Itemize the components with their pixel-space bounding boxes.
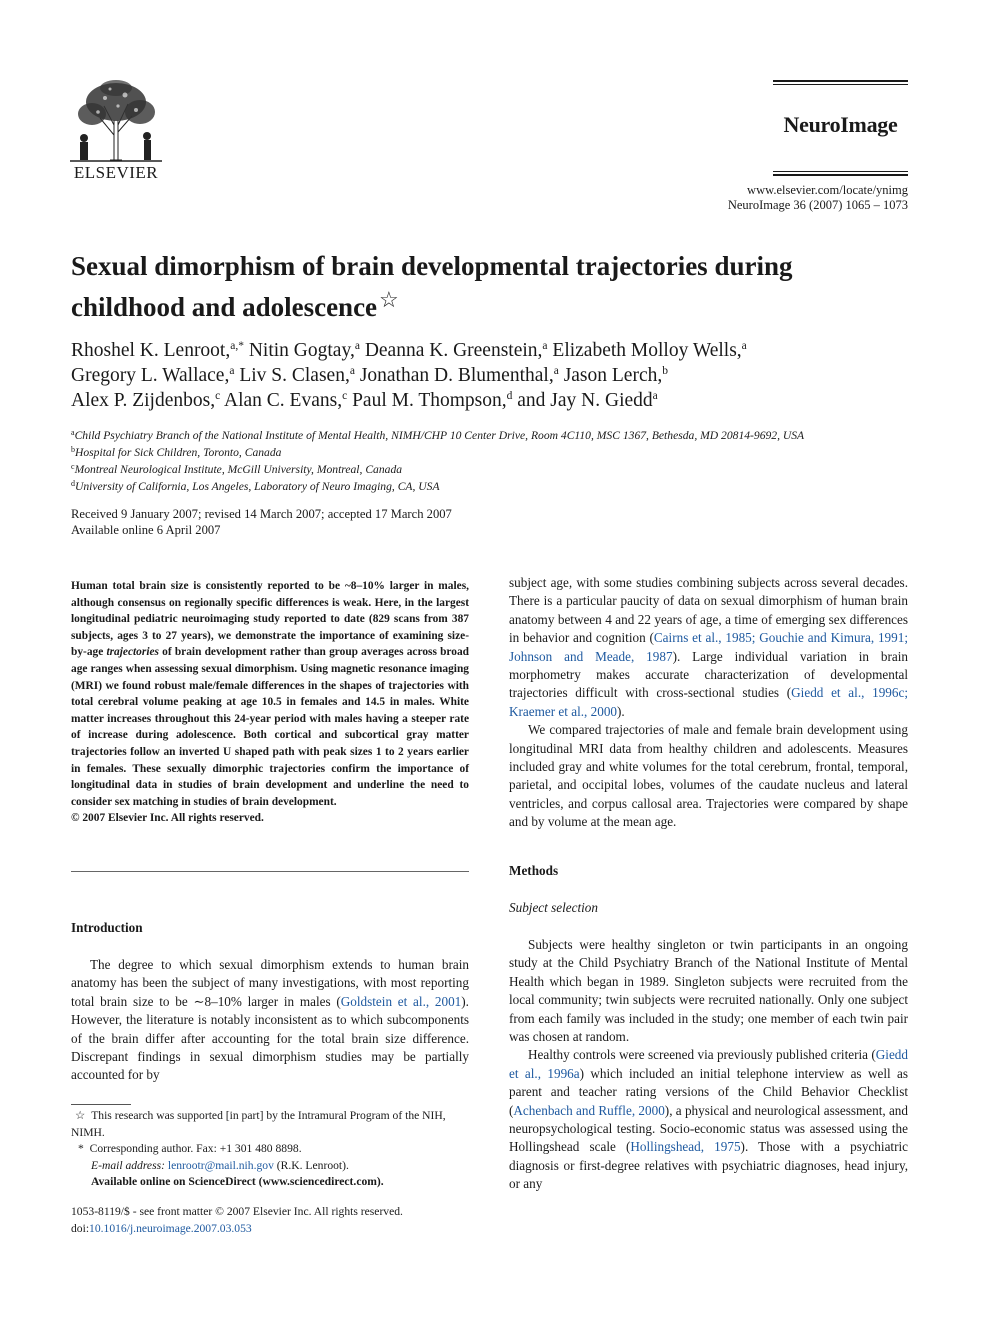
title-line-1: Sexual dimorphism of brain developmental trajectories during xyxy=(71,251,793,281)
citation-link[interactable]: Achenbach and Ruffle, 2000 xyxy=(513,1102,665,1118)
author: Liv S. Clasen,$^a$ xyxy=(239,365,355,386)
introduction-text: The degree to which sexual dimorphism extends to human brain anatomy has been the subject of many investigations, with most reporting total brain size to be ∼8–10% larger in males (Goldstein et al., 2001). However, the literature is notably inconsistent as to which subcomponents of the brain differ after accounting for the total brain size difference. Discrepant findings in sexual dimorphism studies may be partially accounted for by xyxy=(71,957,469,1083)
author: Nitin Gogtay,$^a$ xyxy=(248,340,360,361)
author: and Jay N. Giedd$^a$ xyxy=(517,390,658,411)
journal-rule-top-thick xyxy=(773,80,908,82)
journal-rule-bottom-thin xyxy=(773,171,908,172)
citation-link[interactable]: Cairns et al., 1985; Gouchie and Kimura, 1991; Johnson and Meade, 1987 xyxy=(509,630,909,664)
journal-locator xyxy=(728,183,908,213)
funding-footnote: ☆ This research was supported [in part] by the Intramural Program of the NIH, NIMH. xyxy=(71,1109,446,1139)
author: Jason Lerch,$^b$ xyxy=(563,365,668,386)
footnotes xyxy=(71,1108,469,1191)
abstract-copyright: © 2007 Elsevier Inc. All rights reserved. xyxy=(71,812,264,825)
author: Elizabeth Molloy Wells,$^a$ xyxy=(552,340,747,361)
doi-line: doi:10.1016/j.neuroimage.2007.03.053 xyxy=(71,1222,252,1235)
title-footnote-star-icon[interactable]: ☆ xyxy=(379,287,399,312)
issn-block xyxy=(71,1203,469,1237)
right-column-text: subject age, with some studies combining subjects across several decades. There is a particular paucity of data on sexual dimorphism of human brain anatomy between 4 and 22 years of age, a time of emerging sex differences in behavior and cognition (Cairns et al., 1985; Gouchie and Kimura, 1991; Johnson and Meade, 1987). Large individual variation in brain morphometry makes accurate characterization of developmental trajectories difficult with cross-sectional studies (Giedd et al., 1996c; Kraemer et al., 2000). We compared trajectories of male and female brain development using longitudinal MRI data from healthy children and adolescents. Measures included gray and white volumes for the total cerebrum, frontal, temporal, parietal, and occipital lobes, volumes of the caudate nucleus and lateral ventricles, and corpus callosal area. Trajectories were compared by shape and by volume at the mean age. xyxy=(509,575,909,830)
footnote-divider xyxy=(71,1104,131,1105)
citation-link[interactable]: Giedd et al., 1996a xyxy=(509,1047,908,1081)
subsection-heading-subject-selection: Subject selection xyxy=(509,900,598,915)
methods-text: Subjects were healthy singleton or twin participants in an ongoing study at the Child Psychiatry Branch of the National Institute of Mental Health which began in 1989. Singleton subjects were recruited from the local community; twin subjects were recruited nationally. Only one subject from each family was included in the study; one member of each twin pair was chosen at random. Healthy controls were screened via previously published criteria (Giedd et al., 1996a) which included an initial telephone interview as well as parent and teacher rating versions of the Child Behavior Checklist (Achenbach and Ruffle, 2000), a physical and neurological assessment, and neuropsychological testing. Socio-economic status was assessed using the Hollingshead scale (Hollingshead, 1975). Those with a psychiatric diagnosis or first-degree relatives with psychiatric diagnoses, head injury, or any xyxy=(509,937,909,1192)
received-dates: Received 9 January 2007; revised 14 March 2007; accepted 17 March 2007 xyxy=(71,507,452,521)
section-heading-methods: Methods xyxy=(509,863,559,878)
article-title xyxy=(71,250,871,324)
affiliation-list xyxy=(71,428,921,496)
citation-link[interactable]: Giedd et al., 1996c; Kraemer et al., 2000 xyxy=(509,685,909,719)
author: Gregory L. Wallace,$^a$ xyxy=(71,365,235,386)
author: Alex P. Zijdenbos,$^c$ xyxy=(71,390,221,411)
corresponding-author: * Corresponding author. Fax: +1 301 480 8898. xyxy=(78,1142,302,1156)
email-footnote: E-mail address: lenrootr@mail.nih.gov (R.K. Lenroot). xyxy=(91,1158,349,1172)
star-icon: ☆ xyxy=(75,1109,86,1122)
article-history xyxy=(71,506,671,538)
email-link[interactable]: lenrootr@mail.nih.gov xyxy=(167,1158,274,1172)
title-line-2: childhood and adolescence xyxy=(71,292,378,322)
section-heading-introduction: Introduction xyxy=(71,920,143,935)
online-date: Available online 6 April 2007 xyxy=(71,523,221,537)
journal-rule-bottom-thick xyxy=(773,174,908,176)
author: Jonathan D. Blumenthal,$^a$ xyxy=(359,365,559,386)
author-list xyxy=(71,338,921,413)
affiliation: $^d$University of California, Los Angeles, Laboratory of Neuro Imaging, CA, USA xyxy=(71,478,440,493)
affiliation: $^b$Hospital for Sick Children, Toronto, Canada xyxy=(71,444,282,459)
doi-link[interactable]: 10.1016/j.neuroimage.2007.03.053 xyxy=(89,1222,252,1235)
author: Rhoshel K. Lenroot,$^{a,*}$ xyxy=(71,340,244,361)
author: Paul M. Thompson,$^d$ xyxy=(352,390,513,411)
citation-link[interactable]: Goldstein et al., 2001 xyxy=(340,993,462,1009)
journal-rule-top-thin xyxy=(773,84,908,85)
affiliation: $^c$Montreal Neurological Institute, McGill University, Montreal, Canada xyxy=(71,461,403,476)
citation-link[interactable]: Hollingshead, 1975 xyxy=(630,1139,741,1155)
abstract-divider xyxy=(71,871,469,872)
abstract: Human total brain size is consistently reported to be ~8–10% larger in males, although consensus on regionally specific differences is weak. Here, in the largest longitudinal pediatric neuroimaging study reported to date (829 scans from 387 subjects, ages 3 to 27 years), we demonstrate the importance of examining size-by-age trajectories of brain development rather than group averages across broad age ranges when assessing sexual dimorphism. Using magnetic resonance imaging (MRI) we found robust male/female differences in the shapes of trajectories with total cerebral volume peaking at age 10.5 in females and 14.5 in males. White matter increases throughout this 24-year period with males having a steeper rate of increase during adolescence. Both cortical and subcortical gray matter trajectories follow an inverted U shaped path with peak sizes 1 to 2 years earlier in females. These sexually dimorphic trajectories confirm the importance of longitudinal data in studies of brain development and underline the need to consider sex matching in studies of brain development. © 2007 Elsevier Inc. All rights reserved. xyxy=(71,578,469,827)
publisher-wordmark: ELSEVIER xyxy=(73,163,159,182)
journal-url[interactable]: www.elsevier.com/locate/ynimg xyxy=(747,183,908,197)
front-matter-line: 1053-8119/$ - see front matter © 2007 Elsevier Inc. All rights reserved. xyxy=(71,1205,403,1218)
affiliation: $^a$Child Psychiatry Branch of the National Institute of Mental Health, NIMH/CHP 10 Center Drive, Room 4C110, MSC 1367, Bethesda, MD 20814-9692, USA xyxy=(71,428,805,442)
author: Alan C. Evans,$^c$ xyxy=(224,390,348,411)
journal-citation: NeuroImage 36 (2007) 1065 – 1073 xyxy=(727,198,908,212)
sciencedirect-note: Available online on ScienceDirect (www.sciencedirect.com). xyxy=(91,1175,384,1189)
journal-name: NeuroImage xyxy=(783,112,898,137)
author: Deanna K. Greenstein,$^a$ xyxy=(364,340,548,361)
